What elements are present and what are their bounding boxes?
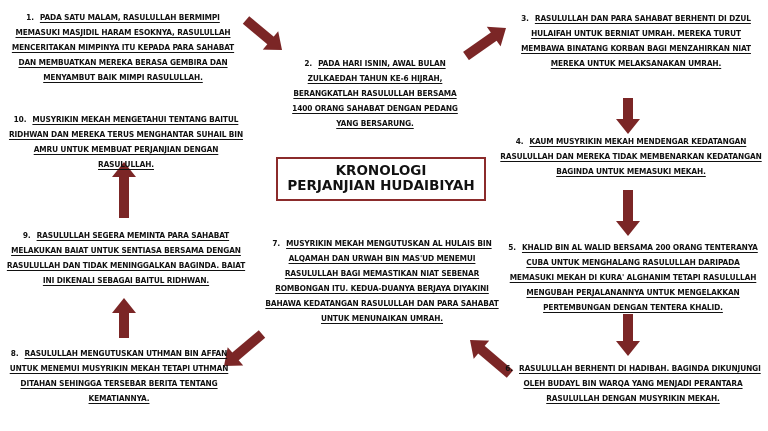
step-1 bbox=[6, 10, 240, 85]
step-6-text: RASULULLAH BERHENTI DI HADIBAH. BAGINDA DIKUNJUNGI OLEH BUDAYL BIN WARQA YANG MENJADI PERANTARA RASULULLAH DENGAN MUSYRIKIN MEKAH. bbox=[519, 363, 761, 403]
step-10-text: MUSYRIKIN MEKAH MENGETAHUI TENTANG BAITUL RIDHWAN DAN MEREKA TERUS MENGHANTAR SUHAIL BIN AMRU UNTUK MEMBUAT PERJANJIAN DENGAN RASULULLAH. bbox=[8, 114, 244, 169]
step-1-number: 1. bbox=[26, 12, 34, 22]
step-7 bbox=[264, 236, 500, 326]
arrow-2-to-3 bbox=[463, 27, 506, 60]
step-9 bbox=[6, 228, 246, 288]
step-2-number: 2. bbox=[304, 58, 313, 68]
step-7-number: 7. bbox=[272, 238, 281, 248]
step-3-text: RASULULLAH DAN PARA SAHABAT BERHENTI DI DZUL HULAIFAH UNTUK BERNIAT UMRAH. MEREKA TURUT MEMBAWA BINATANG KORBAN BAGI MENZAHIRKAN NIAT MEREKA UNTUK MELAKSANAKAN UMRAH. bbox=[521, 13, 751, 68]
arrow-5-to-6 bbox=[616, 314, 640, 356]
step-3-number: 3. bbox=[521, 13, 529, 23]
step-6-number: 6. bbox=[505, 363, 513, 373]
step-10 bbox=[6, 112, 246, 172]
step-5-text: KHALID BIN AL WALID BERSAMA 200 ORANG TENTERANYA CUBA UNTUK MENGHALANG RASULULLAH DARIPADA MEMASUKI MEKAH DI KURA' ALGHANIM TETAPI RASULULLAH MENGUBAH PERJALANANNYA UNTUK MENGELAKKAN PERTEMBUNGAN DENGAN TENTERA KHALID. bbox=[509, 242, 758, 312]
step-8-text: RASULULLAH MENGUTUSKAN UTHMAN BIN AFFAN UNTUK MENEMUI MUSYRIKIN MEKAH TETAPI UTHMAN DITAHAN SEHINGGA TERSEBAR BERITA TENTANG KEMATIANNYA. bbox=[9, 348, 229, 403]
step-8-number: 8. bbox=[10, 348, 19, 358]
step-7-text: MUSYRIKIN MEKAH MENGUTUSKAN AL HULAIS BIN ALQAMAH DAN URWAH BIN MAS'UD MENEMUI RASULULLAH BAGI MEMASTIKAN NIAT SEBENAR ROMBONGAN ITU. KEDUA-DUANYA BERJAYA DIYAKINI BAHAWA KEDATANGAN RASULULLAH DAN PARA SAHABAT UNTUK MENUNAIKAN UMRAH. bbox=[265, 238, 499, 323]
diagram-title bbox=[276, 157, 486, 201]
step-8 bbox=[6, 346, 232, 406]
title-line-2: PERJANJIAN HUDAIBIYAH bbox=[287, 178, 475, 194]
arrow-8-to-9 bbox=[112, 298, 136, 338]
arrow-3-to-4 bbox=[616, 98, 640, 134]
arrow-4-to-5 bbox=[616, 190, 640, 236]
step-2 bbox=[288, 56, 462, 131]
step-4-text: KAUM MUSYRIKIN MEKAH MENDENGAR KEDATANGAN RASULULLAH DAN MEREKA TIDAK MEMBENARKAN KEDATANGAN BAGINDA UNTUK MEMASUKI MEKAH. bbox=[500, 136, 762, 176]
step-4 bbox=[500, 134, 762, 179]
step-4-number: 4. bbox=[515, 136, 524, 146]
step-3 bbox=[518, 11, 754, 71]
arrow-1-to-2 bbox=[243, 16, 282, 50]
step-10-number: 10. bbox=[13, 114, 27, 124]
step-9-text: RASULULLAH SEGERA MEMINTA PARA SAHABAT MELAKUKAN BAIAT UNTUK SENTIASA BERSAMA DENGAN RASULULLAH DAN TIDAK MENINGGALKAN BAGINDA. BAIAT INI DIKENALI SEBAGAI BAITUL RIDHWAN. bbox=[6, 230, 246, 285]
step-6 bbox=[504, 361, 762, 406]
step-9-number: 9. bbox=[22, 230, 31, 240]
title-line-1: KRONOLOGI bbox=[335, 163, 427, 179]
step-5-number: 5. bbox=[508, 242, 516, 252]
step-1-text: PADA SATU MALAM, RASULULLAH BERMIMPI MEMASUKI MASJIDIL HARAM ESOKNYA, RASULULLAH MENCERITAKAN MIMPINYA ITU KEPADA PARA SAHABAT DAN MEMBUATKAN MEREKA BERASA GEMBIRA DAN MENYAMBUT BAIK MIMPI RASULULLAH. bbox=[11, 12, 235, 82]
step-5 bbox=[504, 240, 762, 315]
step-2-text: PADA HARI ISNIN, AWAL BULAN ZULKAEDAH TAHUN KE-6 HIJRAH, BERANGKATLAH RASULULLAH BERSAMA 1400 ORANG SAHABAT DENGAN PEDANG YANG BERSARUNG. bbox=[292, 58, 458, 128]
